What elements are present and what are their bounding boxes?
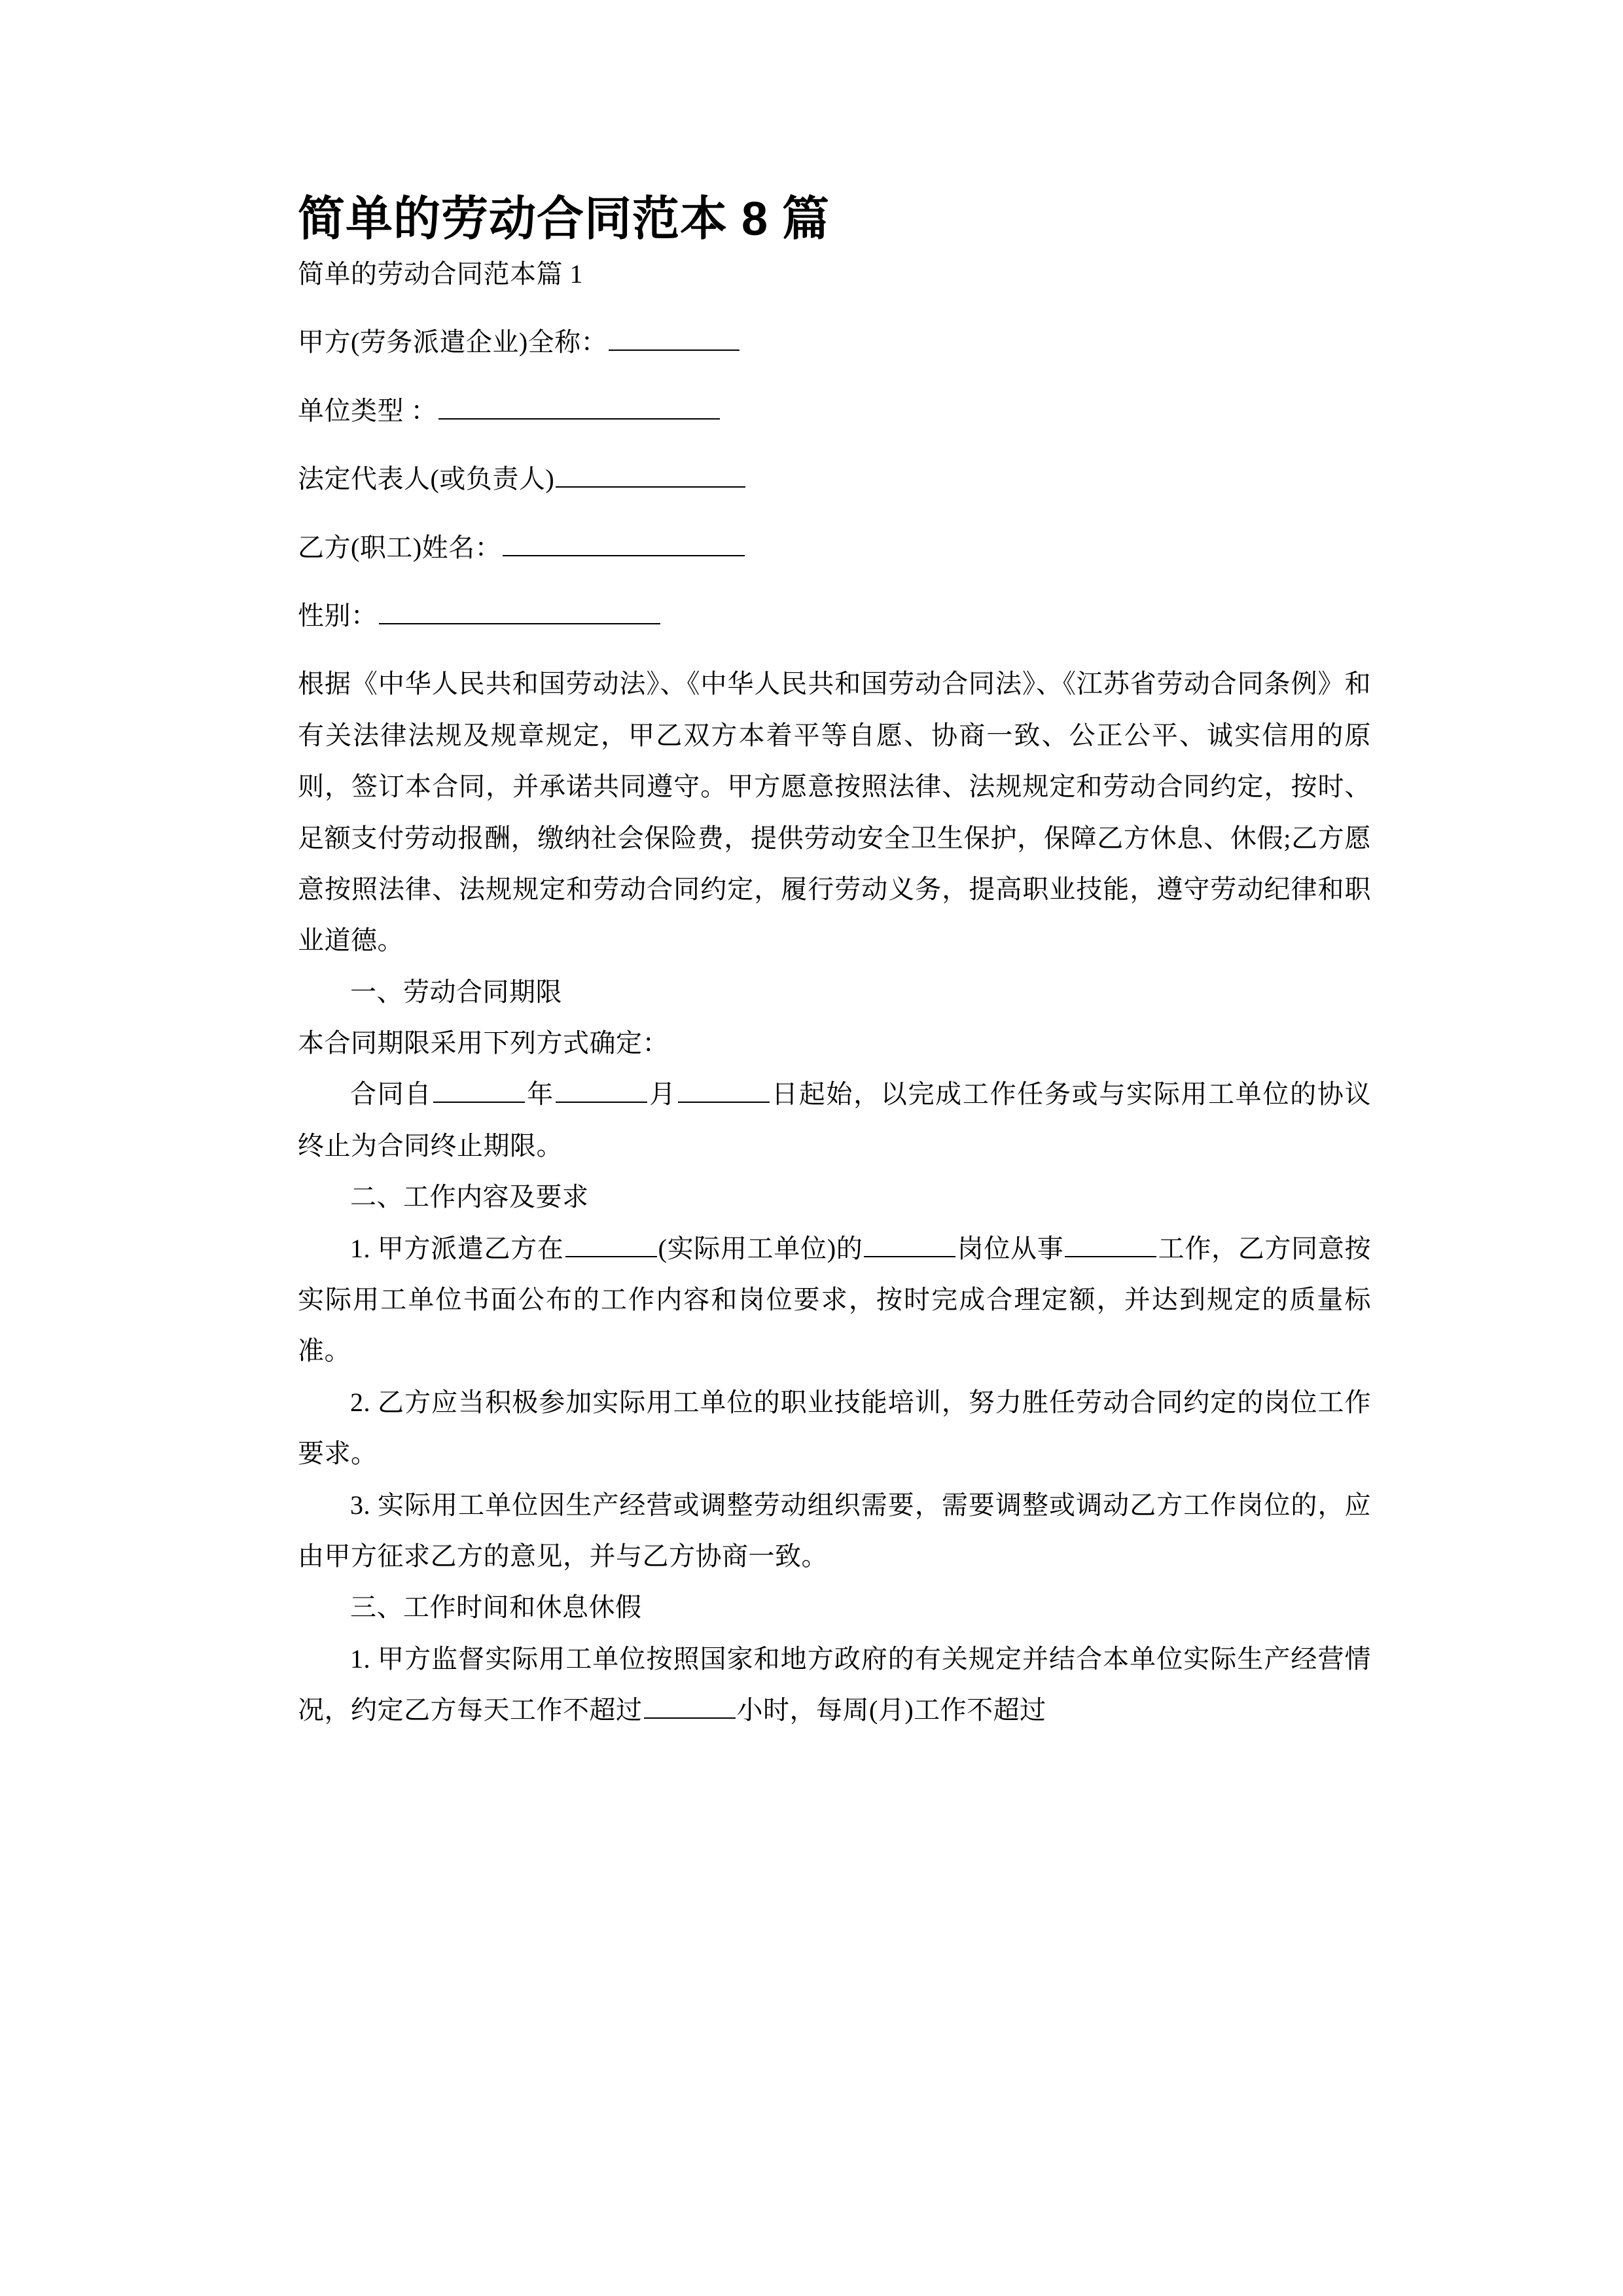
- form-field-label: 性别：: [298, 600, 378, 630]
- page-title: 简单的劳动合同范本 8 篇: [298, 193, 830, 245]
- section-1-item-0: 本合同期限采用下列方式确定：: [298, 1028, 669, 1058]
- text-run: 月: [648, 1079, 677, 1109]
- form-field-blank[interactable]: [379, 594, 660, 624]
- form-field-gender: [298, 590, 1371, 641]
- form-field-blank[interactable]: [556, 457, 745, 488]
- form-field-label: 法定代表人(或负责人): [298, 464, 555, 494]
- form-field-legal-rep: [298, 454, 1371, 505]
- section-2-item-2: 2. 乙方应当积极参加实际用工单位的职业技能培训，努力胜任劳动合同约定的岗位工作要求。: [298, 1387, 1371, 1469]
- text-run: 1. 甲方派遣乙方在: [350, 1233, 564, 1263]
- section-subtitle: 简单的劳动合同范本篇 1: [298, 259, 583, 289]
- contract-start-day-blank[interactable]: [678, 1073, 770, 1103]
- form-field-blank[interactable]: [609, 321, 740, 351]
- text-run: 岗位从事: [957, 1233, 1064, 1263]
- form-field-party-b-name: [298, 522, 1371, 573]
- form-field-blank[interactable]: [438, 389, 720, 420]
- text-run: 小时，每周(月)工作不超过: [736, 1695, 1046, 1725]
- section-heading-1: 一、劳动合同期限: [350, 977, 562, 1007]
- section-2-item-3: 3. 实际用工单位因生产经营或调整劳动组织需要，需要调整或调动乙方工作岗位的，应由甲方征求乙方的意见，并与乙方协商一致。: [298, 1490, 1371, 1571]
- form-field-unit-type: [298, 386, 1371, 437]
- section-heading-3: 三、工作时间和休息休假: [350, 1592, 642, 1623]
- section-heading-2: 二、工作内容及要求: [350, 1182, 589, 1212]
- post-blank[interactable]: [864, 1227, 955, 1257]
- preamble-paragraph: 根据《中华人民共和国劳动法》、《中华人民共和国劳动合同法》、《江苏省劳动合同条例》和有关法律法规及规章规定，甲乙双方本着平等自愿、协商一致、公正公平、诚实信用的原则，签订本合同，并承诺共同遵守。甲方愿意按照法律、法规规定和劳动合同约定，按时、足额支付劳动报酬，缴纳社会保险费，提供劳动安全卫生保护，保障乙方休息、休假;乙方愿意按照法律、法规规定和劳动合同约定，履行劳动义务，提高职业技能，遵守劳动纪律和职业道德。: [298, 669, 1371, 956]
- text-run: 年: [526, 1079, 554, 1109]
- form-field-label: 乙方(职工)姓名：: [298, 532, 502, 562]
- text-run: 合同自: [350, 1079, 433, 1109]
- text-run: 工作，乙方同意按实际用工单位书面公布的工作内容和岗位要求，按时完成合理定额，并达到规定的质量标准。: [298, 1233, 1372, 1366]
- document-content: [298, 0, 1371, 1736]
- job-blank[interactable]: [1065, 1227, 1156, 1257]
- form-field-label: 单位类型 ：: [298, 395, 437, 425]
- text-run: 日起始，以完成工作任务或与实际用工单位的协议终止为合同终止期限。: [298, 1079, 1372, 1160]
- text-run: 1. 甲方监督实际用工单位按照国家和地方政府的有关规定并结合本单位实际生产经营情况，约定乙方每天工作不超过: [298, 1643, 1371, 1725]
- text-run: (实际用工单位)的: [658, 1233, 863, 1263]
- section-3-item-1: [298, 1634, 1371, 1736]
- employer-unit-blank[interactable]: [565, 1227, 657, 1257]
- form-field-label: 甲方(劳务派遣企业)全称：: [298, 327, 608, 357]
- form-field-party-a: [298, 317, 1371, 368]
- section-2-item-1: [298, 1223, 1371, 1377]
- contract-start-month-blank[interactable]: [556, 1073, 647, 1103]
- section-1-item-1: [298, 1069, 1371, 1172]
- form-field-blank[interactable]: [503, 526, 745, 556]
- contract-start-year-blank[interactable]: [433, 1073, 525, 1103]
- daily-hours-blank[interactable]: [644, 1689, 736, 1719]
